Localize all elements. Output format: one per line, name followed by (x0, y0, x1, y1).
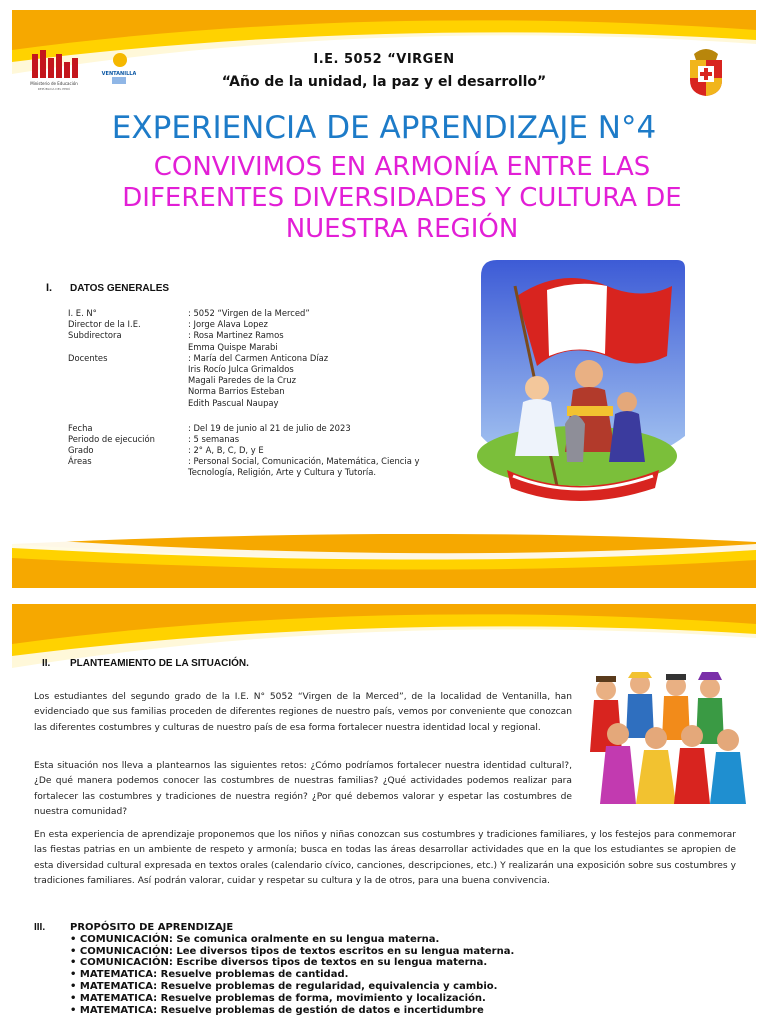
learning-purpose-list (70, 922, 514, 1016)
year-motto: “Año de la unidad, la paz y el desarrollo” (221, 74, 547, 90)
document-page-2 (12, 604, 756, 1024)
school-name: I.E. 5052 “VIRGEN (313, 52, 455, 66)
district-crest (686, 46, 726, 98)
subtitle-line: CONVIVIMOS EN ARMONÍA ENTRE LAS (153, 152, 651, 182)
situation-paragraph-1: Los estudiantes del segundo grado de la I.E. N° 5052 “Virgen de la Merced”, de la localidad de Ventanilla, han evidenciado que sus familias proceden de diferentes regiones de nuestro país, vemos por conveniente que conozcan las diferentes costumbres y culturas de nuestro país de esa forma fortalecer nuestra identidad local y regional. (34, 692, 572, 733)
svg-text:VENTANILLA: VENTANILLA (101, 71, 136, 77)
situation-paragraph-2: Esta situación nos lleva a plantearnos las siguientes retos: ¿Cómo podríamos fortalecer nuestra identidad cultural?, ¿De qué manera podemos conocer las costumbres de nuestras familias? ¿Qué actividades podemos realizar para fortalecer las costumbres y tradiciones de nuestra región? ¿Por qué debemos valorar y espetar las costumbres de nuestra comunidad? (34, 761, 572, 818)
purpose-item: • COMUNICACIÓN: Lee diversos tipos de textos escritos en su lengua materna. (70, 945, 515, 957)
section-3-number: III. (34, 922, 46, 933)
bottom-decorative-banner (12, 530, 756, 588)
section-1-title: DATOS GENERALES (70, 283, 170, 294)
subtitle-line: NUESTRA REGIÓN (285, 214, 519, 244)
purpose-item: • MATEMATICA: Resuelve problemas de forma, movimiento y localización. (70, 992, 486, 1004)
purpose-item: • MATEMATICA: Resuelve problemas de regularidad, equivalencia y cambio. (70, 980, 498, 992)
purpose-item: • MATEMATICA: Resuelve problemas de gestión de datos e incertidumbre (70, 1004, 484, 1016)
purpose-item: • COMUNICACIÓN: Se comunica oralmente en su lengua materna. (70, 933, 440, 945)
svg-text:Ministerio de Educación: Ministerio de Educación (30, 81, 78, 86)
section-2-title: PLANTEAMIENTO DE LA SITUACIÓN. (70, 658, 249, 669)
purpose-item: • MATEMATICA: Resuelve problemas de cantidad. (70, 969, 349, 981)
purpose-item: • COMUNICACIÓN: Escribe diversos tipos de textos en su lengua materna. (70, 957, 488, 969)
document-page-1: Ministerio de Educación REPÚBLICA DEL PERÚ VENTANILLA I.E. 5052 “VIRGEN “Año de la unidad, la paz y el desarrollo” EXPERIENCIA DE APRENDIZAJE N°4 CONVIVIMOS EN ARMONÍA ENTRE LAS DIFERENTES DIVERSIDADES Y CULTURA DE NUESTRA REGIÓN I. DATOS GENERALES I. E. N° : 5052 “Virgen de la Merced” Director de la I.E. : Jorge Alava Lopez Subdirectora : Rosa Martinez Ramos Emma Quispe Marabi Docentes : María del Carmen Anticona Díaz Iris Rocío Julca Grimaldos Magali Paredes de la Cruz Norma Barrios Esteban Edith Pascual Naupay Fecha : Del 19 de junio al 21 de julio de 2023 Periodo de ejecución : 5 semanas Grado : 2° A, B, C, D, y E Áreas : Personal Social, Comunicación, Matemática, Ciencia y Tecnología, Religión, Arte y Cultura y Tutoría. (12, 10, 756, 582)
svg-text:REPÚBLICA DEL PERÚ: REPÚBLICA DEL PERÚ (37, 87, 71, 91)
subtitle-line: DIFERENTES DIVERSIDADES Y CULTURA DE (122, 183, 682, 213)
situation-paragraph-3: En esta experiencia de aprendizaje proponemos que los niños y niñas conozcan sus costumbres y tradiciones familiares, y los festejos para conmemorar las fiestas patrias en un ambiente de respeto y armonía; busca en todas las áreas desarrollar actividades que en la que los estudiantes se apropien de esta diversidad cultural expresada en textos orales (calendario cívico, canciones, descripciones, etc.) Y realizarán una exposición sobre sus costumbres y tradiciones familiares. Así podrán valorar, cuidar y respetar su cultura y la de otros, para una buena convivencia. (34, 830, 736, 887)
page-title: EXPERIENCIA DE APRENDIZAJE N°4 (111, 110, 657, 146)
section-3-title: PROPÓSITO DE APRENDIZAJE (70, 922, 234, 933)
peru-flag-illustration (467, 256, 687, 504)
children-traditional-costumes-illustration (578, 664, 754, 810)
section-1-number: I. (46, 282, 53, 294)
experience-subtitle (72, 152, 732, 245)
section-2-number: II. (42, 658, 51, 669)
